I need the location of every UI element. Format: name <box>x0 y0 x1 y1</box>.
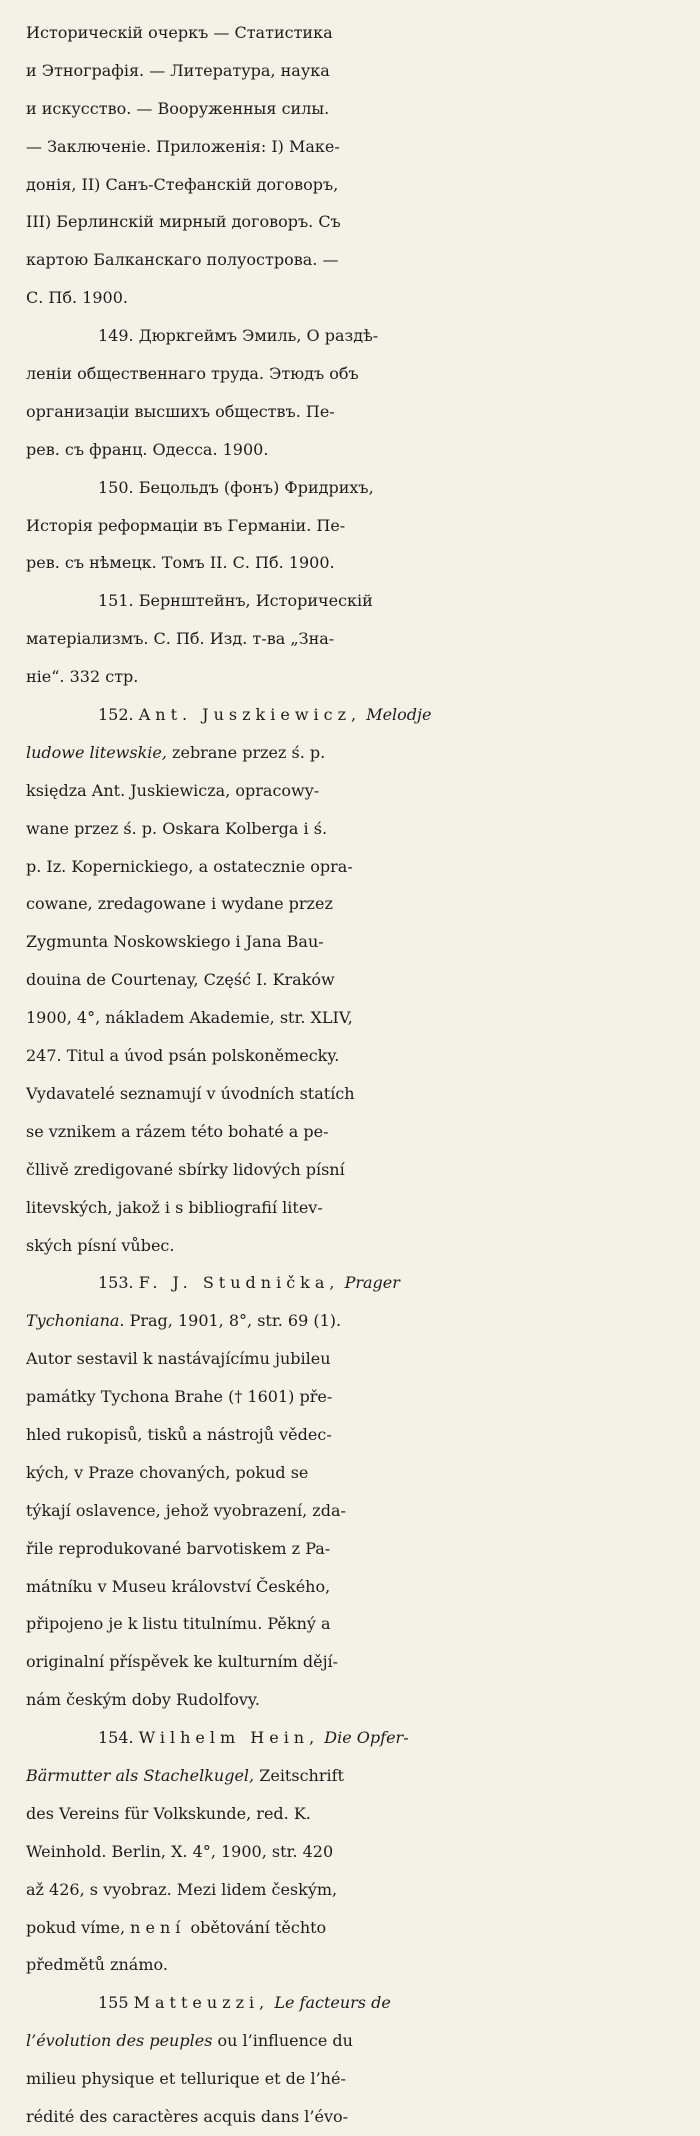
text-segment: и искусство. — Вооруженныя силы. <box>26 98 330 118</box>
text-segment: рев. съ франц. Одесса. 1900. <box>26 439 269 459</box>
text-line <box>26 241 692 279</box>
text-line <box>26 2060 692 2098</box>
text-line <box>26 1302 692 1340</box>
text-segment: památky Tychona Brahe († 1601) pře- <box>26 1387 333 1407</box>
text-segment: матеріализмъ. С. Пб. Изд. т-ва „Зна- <box>26 629 335 649</box>
text-segment: и Этнографія. — Литература, наука <box>26 60 330 80</box>
text-line <box>26 1378 692 1416</box>
title-text: ludowe litewskie, <box>26 742 167 762</box>
text-line <box>26 1795 692 1833</box>
text-line <box>26 582 692 620</box>
bibliography-entry <box>26 696 692 1264</box>
text-line <box>26 279 692 317</box>
text-segment: донія, II) Санъ-Стефанскій договоръ, <box>26 174 339 194</box>
bibliography-entry <box>26 469 692 583</box>
text-segment: 153. <box>98 1273 139 1293</box>
author-name: F. J. Studnička, <box>138 1273 340 1293</box>
text-segment: milieu physique et tellurique et de l’hé- <box>26 2069 346 2089</box>
text-line <box>26 923 692 961</box>
text-segment: — Заключеніе. Приложенія: I) Маке- <box>26 136 340 156</box>
text-line <box>26 848 692 886</box>
bibliography-entry <box>26 582 692 696</box>
text-segment: 247. Titul a úvod psán polskoněmecky. <box>26 1046 340 1066</box>
text-segment: wane przez ś. p. Oskara Kolberga i ś. <box>26 818 328 838</box>
author-name: není <box>130 1917 186 1937</box>
author-name: Matteuzzi, <box>133 1993 270 2013</box>
text-segment: des Vereins für Volkskunde, red. K. <box>26 1803 311 1823</box>
text-segment: Zeitschrift <box>254 1765 344 1785</box>
text-segment: pokud víme, <box>26 1917 131 1937</box>
text-line <box>26 1492 692 1530</box>
text-segment: księdza Ant. Juskiewicza, opracowy- <box>26 780 320 800</box>
text-segment: řile reprodukované barvotiskem z Pa- <box>26 1538 331 1558</box>
text-line <box>26 1946 692 1984</box>
text-line <box>26 2098 692 2136</box>
text-segment: se vznikem a rázem této bohaté a pe- <box>26 1121 329 1141</box>
text-segment: Autor sestavil k nastávajícímu jubileu <box>26 1349 331 1369</box>
text-segment: předmětů známo. <box>26 1955 168 1975</box>
text-segment: p. Iz. Kopernickiego, a ostatecznie opra- <box>26 856 353 876</box>
text-segment: 149. Дюркгеймъ Эмиль, О раздѣ- <box>98 326 379 346</box>
text-segment: С. Пб. 1900. <box>26 288 128 308</box>
text-segment: mátníku v Museu království Českého, <box>26 1576 331 1596</box>
text-line <box>26 355 692 393</box>
text-segment: 155 <box>98 1993 134 2013</box>
text-line <box>26 1075 692 1113</box>
bibliography-entry <box>26 1264 692 1719</box>
text-segment: ských písní vůbec. <box>26 1235 175 1255</box>
text-line <box>26 734 692 772</box>
text-segment: 151. Бернштейнъ, Историческій <box>98 591 373 611</box>
title-text: Tychoniana. <box>26 1311 125 1331</box>
text-segment: obětování těchto <box>185 1917 327 1937</box>
text-segment: ou l’influence du <box>212 2031 353 2051</box>
text-segment: originalní příspěvek ke kulturním dějí- <box>26 1652 339 1672</box>
title-text: Melodje <box>361 705 432 725</box>
text-line <box>26 1568 692 1606</box>
title-text: l’évolution des peuples <box>26 2031 213 2051</box>
text-line <box>26 1605 692 1643</box>
text-segment: организаціи высшихъ обществъ. Пе- <box>26 401 335 421</box>
text-segment: rédité des caractères acquis dans l’évo- <box>26 2106 349 2126</box>
text-line <box>26 620 692 658</box>
text-segment: Vydavatelé seznamují v úvodních statích <box>26 1083 355 1103</box>
text-segment: až 426, s vyobraz. Mezi lidem českým, <box>26 1879 338 1899</box>
text-segment: litevských, jakož i s bibliografií litev- <box>26 1197 323 1217</box>
text-line <box>26 1984 692 2022</box>
text-line <box>26 1643 692 1681</box>
text-line <box>26 810 692 848</box>
text-line <box>26 772 692 810</box>
text-line <box>26 1264 692 1302</box>
text-line <box>26 431 692 469</box>
bibliography-entry <box>26 14 692 317</box>
text-segment: рев. съ нѣмецк. Томъ II. С. Пб. 1900. <box>26 553 335 573</box>
text-segment: леніи общественнаго труда. Этюдъ объ <box>26 364 359 384</box>
bibliography-entry <box>26 1984 692 2136</box>
text-line <box>26 2022 692 2060</box>
text-line <box>26 885 692 923</box>
text-line <box>26 128 692 166</box>
text-line <box>26 1227 692 1265</box>
text-segment: 154. <box>98 1728 139 1748</box>
text-segment: připojeno je k listu titulnímu. Pěkný a <box>26 1614 331 1634</box>
text-segment: ніе“. 332 стр. <box>26 667 139 687</box>
text-segment: cowane, zredagowane i wydane przez <box>26 894 333 914</box>
text-segment: Исторія реформаціи въ Германіи. Пе- <box>26 515 346 535</box>
text-segment: nám českým doby Rudolfovy. <box>26 1690 260 1710</box>
title-text: Prager <box>339 1273 400 1293</box>
text-line <box>26 1871 692 1909</box>
text-line <box>26 1530 692 1568</box>
text-line <box>26 1719 692 1757</box>
text-segment: Историческій очеркъ — Статистика <box>26 23 333 42</box>
text-segment: Zygmunta Noskowskiego i Jana Bau- <box>26 932 324 952</box>
bibliography-entry <box>26 317 692 469</box>
text-line <box>26 1454 692 1492</box>
text-line <box>26 1757 692 1795</box>
text-line <box>26 1037 692 1075</box>
text-line <box>26 14 692 52</box>
title-text: Bärmutter als Stachelkugel, <box>26 1765 255 1785</box>
text-segment: картою Балканскаго полуострова. — <box>26 250 339 270</box>
text-line <box>26 393 692 431</box>
text-line <box>26 544 692 582</box>
text-segment: zebrane przez ś. p. <box>166 742 326 762</box>
text-segment: III) Берлинскій мирный договоръ. Съ <box>26 212 341 232</box>
text-segment: 150. Бецольдъ (фонъ) Фридрихъ, <box>98 477 374 497</box>
text-line <box>26 1340 692 1378</box>
text-segment: 1900, 4°, nákladem Akademie, str. XLIV, <box>26 1008 353 1028</box>
text-line <box>26 1909 692 1947</box>
text-line <box>26 961 692 999</box>
text-line <box>26 1151 692 1189</box>
text-line <box>26 1416 692 1454</box>
text-line <box>26 203 692 241</box>
text-segment: kých, v Praze chovaných, pokud se <box>26 1462 309 1482</box>
author-name: Ant. Juszkiewicz, <box>138 705 362 725</box>
text-segment: týkají oslavence, jehož vyobrazení, zda- <box>26 1500 346 1520</box>
text-segment: Weinhold. Berlin, X. 4°, 1900, str. 420 <box>26 1841 334 1861</box>
text-line <box>26 317 692 355</box>
text-line <box>26 166 692 204</box>
text-line <box>26 469 692 507</box>
text-line <box>26 999 692 1037</box>
text-line <box>26 52 692 90</box>
text-segment: douina de Courtenay, Część I. Kraków <box>26 970 335 990</box>
text-segment: Prag, 1901, 8°, str. 69 (1). <box>124 1311 342 1331</box>
text-line <box>26 658 692 696</box>
text-segment: 152. <box>98 705 139 725</box>
text-line <box>26 696 692 734</box>
title-text: Le facteurs de <box>269 1993 391 2013</box>
text-line <box>26 1833 692 1871</box>
text-line <box>26 1189 692 1227</box>
text-line <box>26 90 692 128</box>
text-segment: čllivě zredigované sbírky lidových písní <box>26 1159 345 1179</box>
text-line <box>26 1113 692 1151</box>
author-name: Wilhelm Hein, <box>138 1728 320 1748</box>
text-line <box>26 1681 692 1719</box>
title-text: Die Opfer- <box>319 1728 409 1748</box>
bibliography-entry <box>26 1719 692 1984</box>
text-segment: hled rukopisů, tisků a nástrojů vědec- <box>26 1424 332 1444</box>
text-line <box>26 507 692 545</box>
